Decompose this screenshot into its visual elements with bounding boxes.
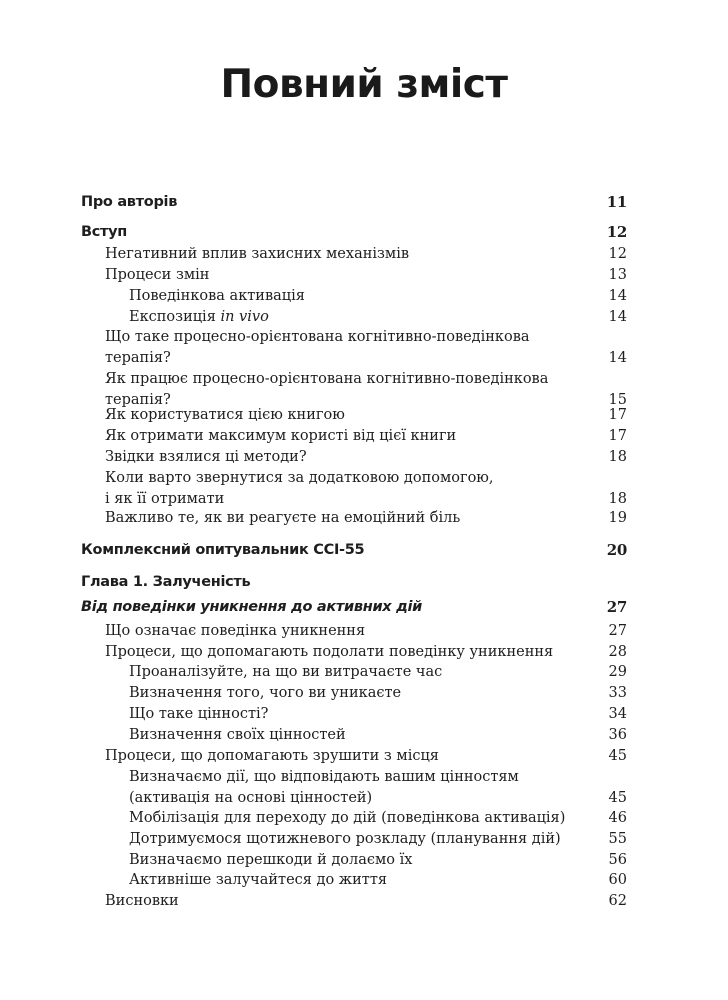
toc-entry[interactable] bbox=[81, 307, 627, 328]
toc-entry[interactable] bbox=[81, 265, 627, 286]
toc-entry-page: 19 bbox=[608, 510, 627, 526]
toc-entry[interactable] bbox=[81, 891, 627, 912]
toc-entry[interactable] bbox=[81, 746, 627, 767]
toc-entry-page: 14 bbox=[608, 309, 627, 325]
toc-entry-text: Визначення того, чого ви уникаєте bbox=[129, 685, 402, 701]
toc-entry-page: 33 bbox=[608, 685, 627, 701]
toc-entry-page: 17 bbox=[608, 407, 627, 423]
toc-entry-text: Що таке процесно-орієнтована когнітивно-поведінкова терапія? bbox=[105, 329, 530, 366]
toc-entry-page: 45 bbox=[608, 748, 627, 764]
chapter-heading[interactable] bbox=[81, 572, 627, 593]
toc-entry[interactable] bbox=[81, 683, 627, 704]
toc-entry-page: 11 bbox=[606, 193, 627, 211]
toc-entry-text: Як працює процесно-орієнтована когнітивно-поведінкова терапія? bbox=[105, 371, 549, 408]
toc-entry-text: Звідки взялися ці методи? bbox=[105, 449, 307, 465]
toc-entry-page: 36 bbox=[608, 727, 627, 743]
toc-entry-text: Від поведінки уникнення до активних дій bbox=[81, 599, 423, 615]
toc-entry-page: 14 bbox=[608, 288, 627, 304]
toc-entry-text: Важливо те, як ви реагуєте на емоційний біль bbox=[105, 510, 461, 526]
toc-entry-text: Що таке цінності? bbox=[129, 706, 269, 722]
toc-entry-page: 56 bbox=[608, 852, 627, 868]
toc-entry-text: Як користуватися цією книгою bbox=[105, 407, 345, 423]
toc-entry[interactable] bbox=[81, 468, 627, 510]
toc-entry-page: 27 bbox=[606, 598, 627, 616]
toc-entry-text: Про авторів bbox=[81, 194, 178, 210]
toc-entry-page: 60 bbox=[608, 872, 627, 888]
toc-entry-page: 27 bbox=[608, 623, 627, 639]
toc-entry-page: 28 bbox=[608, 644, 627, 660]
table-of-contents bbox=[81, 0, 627, 1000]
toc-entry-page: 45 bbox=[608, 790, 627, 806]
toc-entry-page: 17 bbox=[608, 428, 627, 444]
toc-entry-text: Процеси, що допомагають подолати поведінку уникнення bbox=[105, 644, 554, 660]
toc-entry[interactable] bbox=[81, 767, 627, 809]
toc-entry-text: Комплексний опитувальник CCI-55 bbox=[81, 542, 365, 558]
toc-entry-page: 62 bbox=[608, 893, 627, 909]
toc-entry-text: Визначення своїх цінностей bbox=[129, 727, 346, 743]
toc-entry[interactable] bbox=[81, 447, 627, 468]
toc-entry-page: 12 bbox=[606, 223, 627, 241]
toc-entry-text: Коли варто звернутися за додатковою допомогою, і як її отримати bbox=[105, 470, 494, 507]
toc-entry-text: Визначаємо дії, що відповідають вашим цінностям (активація на основі цінностей) bbox=[129, 769, 519, 806]
toc-entry[interactable] bbox=[81, 244, 627, 265]
toc-entry-text: Негативний вплив захисних механізмів bbox=[105, 246, 409, 262]
toc-entry-text: Експозиція in vivo bbox=[129, 309, 269, 325]
toc-entry-page: 55 bbox=[608, 831, 627, 847]
toc-entry-page: 13 bbox=[608, 267, 627, 283]
toc-entry-text: Глава 1. Залученість bbox=[81, 574, 251, 590]
toc-entry[interactable] bbox=[81, 621, 627, 642]
toc-entry-text: Висновки bbox=[105, 893, 179, 909]
toc-entry-text: Як отримати максимум користі від цієї книги bbox=[105, 428, 457, 444]
toc-entry-text: Визначаємо перешкоди й долаємо їх bbox=[129, 852, 413, 868]
toc-entry[interactable] bbox=[81, 850, 627, 871]
toc-entry-text: Процеси, що допомагають зрушити з місця bbox=[105, 748, 439, 764]
toc-entry[interactable] bbox=[81, 222, 627, 243]
toc-entry-text: Що означає поведінка уникнення bbox=[105, 623, 366, 639]
toc-entry-page: 18 bbox=[608, 491, 627, 507]
toc-entry[interactable] bbox=[81, 540, 627, 561]
toc-entry[interactable] bbox=[81, 870, 627, 891]
toc-entry-page: 18 bbox=[608, 449, 627, 465]
toc-entry-text: Процеси змін bbox=[105, 267, 210, 283]
toc-entry-page: 20 bbox=[606, 541, 627, 559]
toc-entry[interactable] bbox=[81, 725, 627, 746]
page-title: Повний зміст bbox=[220, 62, 508, 107]
toc-entry[interactable] bbox=[81, 327, 627, 369]
toc-entry[interactable] bbox=[81, 405, 627, 426]
toc-entry-page: 46 bbox=[608, 810, 627, 826]
toc-entry-text: Поведінкова активація bbox=[129, 288, 305, 304]
toc-entry-text: Мобілізація для переходу до дій (поведінкова активація) bbox=[129, 810, 566, 826]
toc-entry-text: Дотримуємося щотижневого розкладу (планування дій) bbox=[129, 831, 561, 847]
toc-entry-page: 12 bbox=[608, 246, 627, 262]
toc-entry[interactable] bbox=[81, 286, 627, 307]
toc-entry-page: 34 bbox=[608, 706, 627, 722]
toc-entry-text: Вступ bbox=[81, 224, 128, 240]
toc-entry-page: 15 bbox=[608, 392, 627, 408]
toc-entry-page: 14 bbox=[608, 350, 627, 366]
toc-entry[interactable] bbox=[81, 642, 627, 663]
toc-entry[interactable] bbox=[81, 829, 627, 850]
toc-entry[interactable] bbox=[81, 662, 627, 683]
toc-entry[interactable] bbox=[81, 508, 627, 529]
toc-entry[interactable] bbox=[81, 808, 627, 829]
toc-entry-page: 29 bbox=[608, 664, 627, 680]
toc-entry[interactable] bbox=[81, 597, 627, 618]
toc-entry[interactable] bbox=[81, 704, 627, 725]
toc-entry-text: Проаналізуйте, на що ви витрачаєте час bbox=[129, 664, 443, 680]
toc-entry[interactable] bbox=[81, 426, 627, 447]
toc-entry-text: Активніше залучайтеся до життя bbox=[129, 872, 387, 888]
toc-entry[interactable] bbox=[81, 192, 627, 213]
